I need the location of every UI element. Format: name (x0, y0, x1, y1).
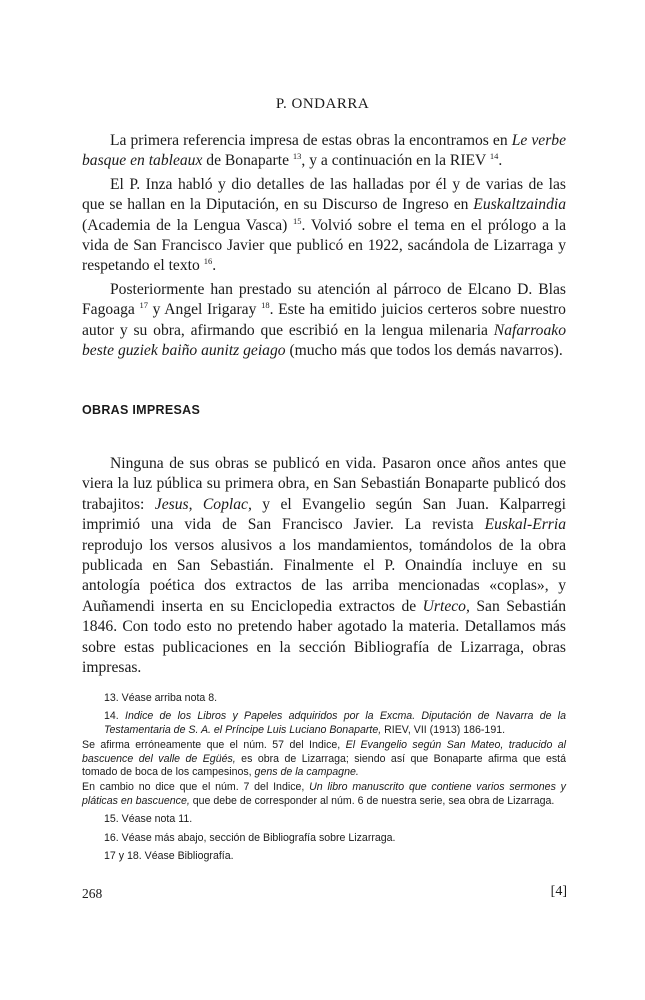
text-run: El P. Inza habló y dio detalles de las halladas por él y de varias de las que se hallan en la Diputación, en su Discurso de Ingreso en (82, 175, 566, 214)
footnote-ref: 16 (203, 256, 213, 267)
italic-title: Jesus, Coplac, (154, 495, 252, 513)
italic-title: Le verbe basque en tableaux (82, 132, 567, 170)
footnote-14-continuation (82, 739, 566, 779)
italic-quote: Nafarroako beste guziek baiño aunitz geiago (82, 321, 566, 360)
footnote-13: 13. Véase arriba nota 8. (104, 692, 218, 704)
paragraph-1 (82, 131, 566, 172)
text-run: y el Evangelio según San Juan. Kalparregi imprimió una vida de San Francisco Javier. La revista (82, 495, 566, 534)
text-run: RIEV, VII (1913) 186-191. (381, 723, 506, 736)
page-number: 268 (82, 886, 103, 901)
italic-title: El Evangelio según San Mateo, traducido al bascuence del valle de Egüés, (82, 739, 566, 765)
running-header (0, 96, 645, 113)
section-heading: OBRAS IMPRESAS (82, 403, 201, 417)
footnote-ref: 13 (292, 151, 302, 162)
text-run: y Angel Irigaray (148, 301, 262, 319)
text-run: , y a continuación en la RIEV (301, 152, 490, 170)
text-run: (mucho más que todos los demás navarros). (285, 342, 563, 360)
page-marker: [4] (550, 884, 567, 899)
text-run: La primera referencia impresa de estas obras la encontramos en (110, 132, 512, 149)
italic-title: Urteco, (422, 597, 470, 615)
italic-title: Euskal-Erria (484, 516, 566, 534)
footnote-ref: 15 (293, 215, 302, 226)
italic-title: Un libro manuscrito que contiene varios sermones y pláticas en bascuence, (82, 781, 566, 807)
italic-title: Euskaltzaindia (473, 196, 566, 214)
text-run: . (212, 257, 217, 275)
text-run: reprodujo los versos alusivos a los mandamientos, tomándolos de la obra publicada en San Sebastián. Finalmente el P. Onaindía incluye en su antología poética dos extractos de las arriba mencionadas «coplas», y Auñamendi inserta en su Enciclopedia extractos de (82, 536, 566, 615)
text-run: . Este ha emitido juicios certeros sobre nuestro autor y su obra, afirmando que escribió en la lengua milenaria (82, 301, 566, 339)
footnote-ref: 18 (261, 300, 270, 311)
footnote-ref: 14 (489, 151, 499, 162)
text-run: . Volvió sobre el tema en el prólogo a la vida de San Francisco Javier que publicó en 1922, sacándola de Lizarraga y respetando el texto (82, 216, 566, 275)
text-run: es obra de Lizarraga; siendo así que Bonaparte afirma que está tomado de boca de los campesinos, (82, 752, 566, 779)
italic-title: Indice de los Libros y Papeles adquiridos por la Excma. Diputación de Navarra de la Testamentaria de S. A. el Príncipe Luis Luciano Bonaparte, (104, 710, 567, 736)
header-initial: P. O (275, 96, 303, 112)
italic-quote: gens de la campagne. (254, 766, 359, 779)
footnote-14 (104, 710, 566, 737)
text-run: En cambio no dice que el núm. 7 del Indice, (82, 781, 310, 794)
footnote-16: 16. Véase más abajo, sección de Bibliografía sobre Lizarraga. (104, 831, 396, 844)
text-run: Se afirma erróneamente que el núm. 57 del Indice, (82, 739, 346, 752)
paragraph-2 (82, 175, 566, 277)
body-text-section (82, 454, 566, 678)
footnote-15: 15. Véase nota 11. (104, 813, 193, 826)
text-run: Ninguna de sus obras se publicó en vida. Pasaron once años antes que viera la luz pública su primera obra, en San Sebastián Bonaparte publicó dos trabajitos: (82, 455, 566, 513)
text-run: de Bonaparte (202, 152, 293, 170)
text-run: . (498, 152, 503, 170)
header-small-caps: NDARRA (302, 96, 370, 112)
footnote-14-continuation-2 (82, 781, 566, 808)
text-run: Posteriormente han prestado su atención al párroco de Elcano D. Blas Fagoaga (82, 280, 566, 319)
paragraph-4 (82, 454, 566, 678)
text-run: que debe de corresponder al núm. 6 de nuestra serie, sea obra de Lizarraga. (189, 794, 555, 807)
footnote-number: 14. (104, 710, 125, 723)
body-text-top (82, 131, 566, 361)
text-run: San Sebastián 1846. Con todo esto no pretendo haber agotado la materia. Detallamos más sobre estas publicaciones en la sección Bibliografía de Lizarraga, obras impresas. (82, 597, 566, 677)
paragraph-3 (82, 280, 566, 362)
footnote-ref: 17 (139, 300, 148, 311)
footnotes (82, 692, 567, 868)
footnote-17-18: 17 y 18. Véase Bibliografía. (104, 850, 234, 863)
text-run: (Academia de la Lengua Vasca) (82, 216, 294, 234)
